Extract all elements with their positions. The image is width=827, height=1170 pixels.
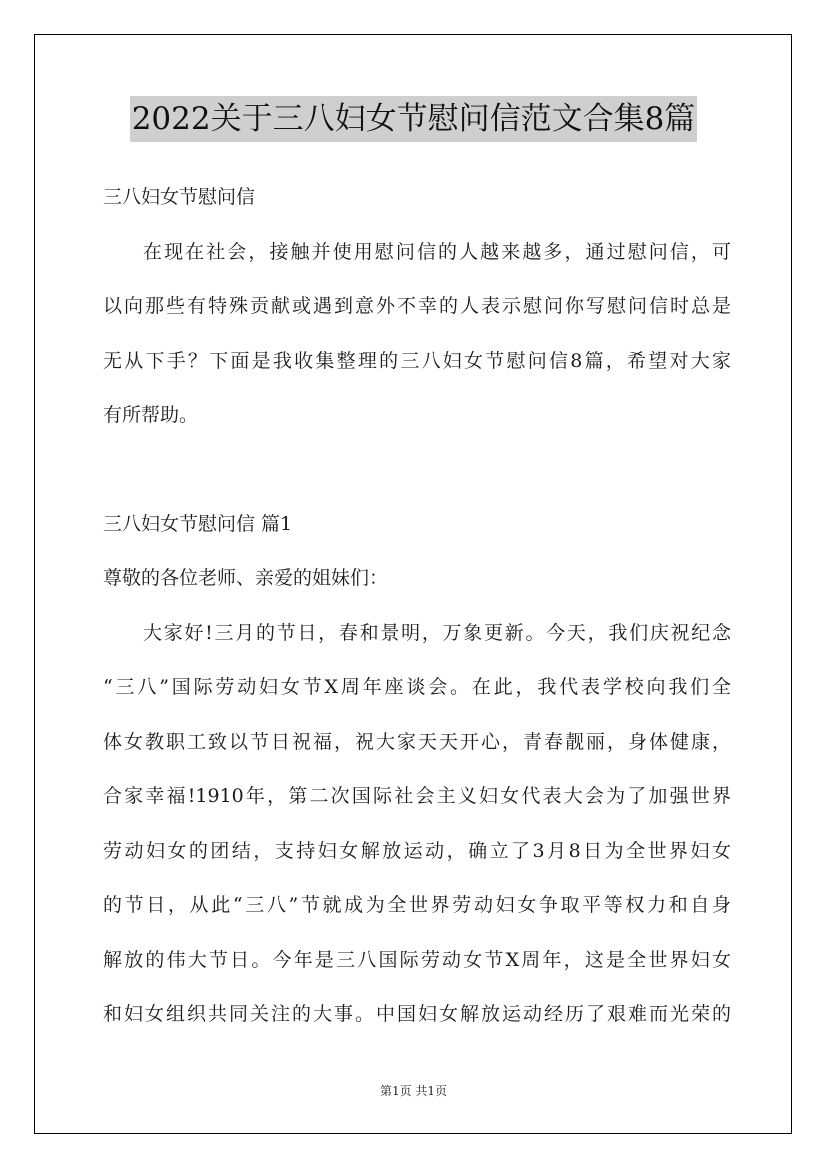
- body-line: 的节日，从此“三八”节就成为全世界劳动妇女争取平等权力和自身: [103, 894, 731, 916]
- page-footer: 第1页 共1页: [379, 1084, 448, 1098]
- document-body: [103, 170, 731, 1042]
- paragraph-gap: [103, 443, 731, 497]
- intro-line: 以向那些有特殊贡献或遇到意外不幸的人表示慰问你写慰问信时总是: [103, 295, 731, 317]
- body-line: 和妇女组织共同关注的大事。中国妇女解放运动经历了艰难而光荣的: [103, 1003, 731, 1025]
- body-line: 大家好!三月的节日，春和景明，万象更新。今天，我们庆祝纪念: [143, 621, 731, 644]
- intro-line: 在现在社会，接触并使用慰问信的人越来越多，通过慰问信，可: [143, 240, 731, 263]
- section-heading: 三八妇女节慰问信: [103, 186, 256, 208]
- intro-line: 无从下手？下面是我收集整理的三八妇女节慰问信8篇，希望对大家: [103, 349, 731, 372]
- title-container: [0, 96, 827, 142]
- salutation: 尊敬的各位老师、亲爱的姐妹们：: [103, 567, 389, 589]
- article-heading: 三八妇女节慰问信 篇1: [103, 512, 293, 535]
- body-line: 劳动妇女的团结，支持妇女解放运动，确立了3月8日为全世界妇女: [103, 839, 731, 862]
- body-line: 解放的伟大节日。今年是三八国际劳动女节X周年，这是全世界妇女: [103, 948, 731, 971]
- body-line: “三八”国际劳动妇女节X周年座谈会。在此，我代表学校向我们全: [103, 676, 731, 698]
- document-title: 2022关于三八妇女节慰问信范文合集8篇: [130, 96, 698, 142]
- intro-line: 有所帮助。: [103, 404, 199, 426]
- body-line: 体女教职工致以节日祝福，祝大家天天开心，青春靓丽，身体健康，: [103, 730, 731, 753]
- body-line: 合家幸福!1910年，第二次国际社会主义妇女代表大会为了加强世界: [103, 785, 731, 807]
